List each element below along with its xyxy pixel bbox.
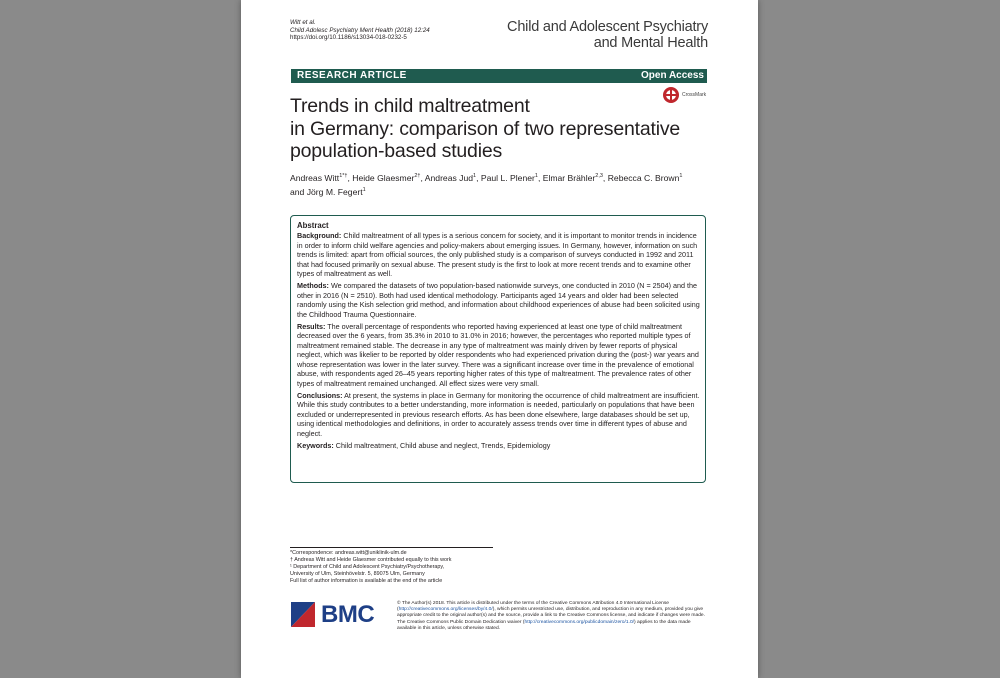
journal-name	[507, 19, 708, 51]
journal-name-line2: and Mental Health	[593, 35, 708, 51]
license-text: ), which permits unrestricted use, distribution, and reproduction in any medium, provided you give appropriate credit to the original author(s) and the source, provide a link to the Creative Commons license, and indicate if changes were made. The Creative Commons Public Domain Dedication waiver (	[397, 607, 706, 625]
bmc-logo[interactable]	[291, 602, 391, 629]
title-line3: population-based studies	[290, 140, 503, 162]
author-name[interactable]: and Jörg M. Fegert	[290, 186, 363, 197]
author-name[interactable]: Paul L. Plener	[480, 172, 535, 183]
abstract-methods	[297, 281, 701, 319]
abstract-heading: Abstract	[297, 221, 329, 230]
citation-doi[interactable]: https://doi.org/10.1186/s13034-018-0232-5	[290, 34, 407, 42]
citation-journal: Child Adolesc Psychiatry Ment Health (2018) 12:24	[290, 26, 430, 34]
footnotes	[290, 550, 550, 585]
bmc-logo-icon	[291, 602, 315, 627]
author-affiliation: 1	[534, 173, 538, 179]
article-title	[290, 95, 710, 163]
footnote-affiliation: ¹ Department of Child and Adolescent Psychiatry/Psychotherapy,	[290, 563, 445, 570]
background-label: Background:	[297, 231, 342, 241]
article-page	[241, 0, 758, 678]
correspondence[interactable]: *Correspondence: andreas.witt@uniklinik-ulm.de	[290, 550, 407, 556]
abstract-conclusions	[297, 391, 701, 438]
crossmark-label: CrossMark	[682, 92, 707, 98]
citation-block	[290, 19, 430, 42]
abstract-keywords	[297, 441, 701, 450]
conclusions-label: Conclusions:	[297, 390, 343, 400]
abstract-content	[297, 221, 701, 453]
results-label: Results:	[297, 322, 326, 332]
abstract-box	[290, 215, 706, 483]
footnote-address: University of Ulm, Steinhövelstr. 5, 89075 Ulm, Germany	[290, 570, 425, 577]
author-name[interactable]: Elmar Brähler	[542, 172, 596, 183]
cc-zero-link[interactable]: http://creativecommons.org/publicdomain/zero/1.0/	[524, 619, 635, 625]
journal-name-line1: Child and Adolescent Psychiatry	[507, 19, 708, 35]
author-name[interactable]: Andreas Jud	[424, 172, 474, 183]
author-affiliation: 1	[473, 173, 477, 179]
keywords-text: Child maltreatment, Child abuse and neglect, Trends, Epidemiology	[335, 440, 551, 450]
author-name[interactable]: Heide Glaesmer	[352, 172, 415, 183]
conclusions-text: At present, the systems in place in Germany for monitoring the occurrence of child maltreatment are insufficient. While this study contributes to a better understanding, more information is needed, particularly on populations that have been excluded or underrepresented in previous research efforts. As has been done elsewhere, large databases should be set up, using identical methodologies and definitions, in order to accurately assess trends over time in different types of abuse and neglect.	[297, 390, 700, 438]
author-affiliation: 1*†	[339, 173, 348, 179]
license-statement	[397, 601, 710, 632]
author-affiliation: 1	[679, 173, 683, 179]
methods-label: Methods:	[297, 281, 329, 291]
methods-text: We compared the datasets of two population-based nationwide surveys, one conducted in 2010 (N = 2504) and the other in 2016 (N = 2510). Both had used identical methodology. Participants aged 14 years and older had been selected randomly using the Kish selection grid method, and information about childhood experiences of abuse had been solicited using the Childhood Trauma Questionnaire.	[297, 281, 700, 319]
background-text: Child maltreatment of all types is a serious concern for society, and it is important to monitor trends in incidence in order to inform child welfare agencies and policy-makers about emerging issues. In Germany, however, information on such trends is limited: apart from official sources, the only published study is a comparison of surveys conducted in 1992 and 2011 that had focused primarily on sexual abuse. The present study is the first to look at more recent trends and to examine other types of maltreatment as well.	[297, 231, 698, 279]
citation-authors: Witt et al.	[290, 19, 316, 26]
open-access-label: Open Access	[641, 70, 704, 81]
article-type-banner	[291, 69, 707, 83]
author-affiliation: 1	[362, 186, 366, 193]
results-text: The overall percentage of respondents who reported having experienced at least one type of child maltreatment decreased over the 6 years, from 35.3% in 2010 to 31.0% in 2016; however, the percentages who reported multiple types of maltreatment remained stable. The decrease in any type of maltreatment was mainly driven by fewer reports of physical neglect, which was likelier to be reported by older respondents who had experienced privation during the (post-) war years and whose representation was lower in the later survey. There was a significant increase over time in the prevalence of emotional abuse, with respondents aged 26–45 years reporting higher rates of this type of maltreatment. The prevalence rates of other types of maltreatment remained unchanged. All effect sizes were very small.	[297, 322, 699, 388]
license-text: ) applies to the data made available in this article, unless otherwise stated.	[397, 619, 691, 631]
author-name[interactable]: Andreas Witt	[290, 172, 340, 183]
license-text: © The Author(s) 2018. This article is distributed under the terms of the Creative Commons Attribution 4.0 International License (	[397, 601, 670, 613]
footnote-more-info: Full list of author information is available at the end of the article	[290, 577, 443, 584]
author-affiliation: 2†	[414, 173, 421, 179]
publisher-name: BMC	[321, 601, 375, 628]
open-access-badge	[636, 69, 707, 83]
keywords-label: Keywords:	[297, 440, 334, 450]
author-list: Andreas Witt$^{1*\dagger}$, Heide Glaesmer$^{2\dagger}$, Andreas Jud$^1$, Paul L. Plener$^1$, Elmar Brähler$^{2,3}$, Rebecca C. Brown$^1$ and Jörg M. Fegert$^1$	[290, 172, 683, 197]
abstract-background	[297, 231, 701, 278]
article-type-label: RESEARCH ARTICLE	[297, 70, 407, 81]
title-line2: in Germany: comparison of two representative	[290, 117, 681, 140]
footnote-divider	[290, 547, 493, 548]
footnote-equal-contribution: † Andreas Witt and Heide Glaesmer contributed equally to this work	[290, 556, 452, 563]
cc-by-link[interactable]: http://creativecommons.org/licenses/by/4.0/	[398, 607, 493, 613]
author-affiliation: 2,3	[595, 173, 603, 179]
author-name[interactable]: Rebecca C. Brown	[607, 172, 680, 183]
abstract-results	[297, 322, 701, 388]
title-line1: Trends in child maltreatment	[290, 95, 530, 117]
